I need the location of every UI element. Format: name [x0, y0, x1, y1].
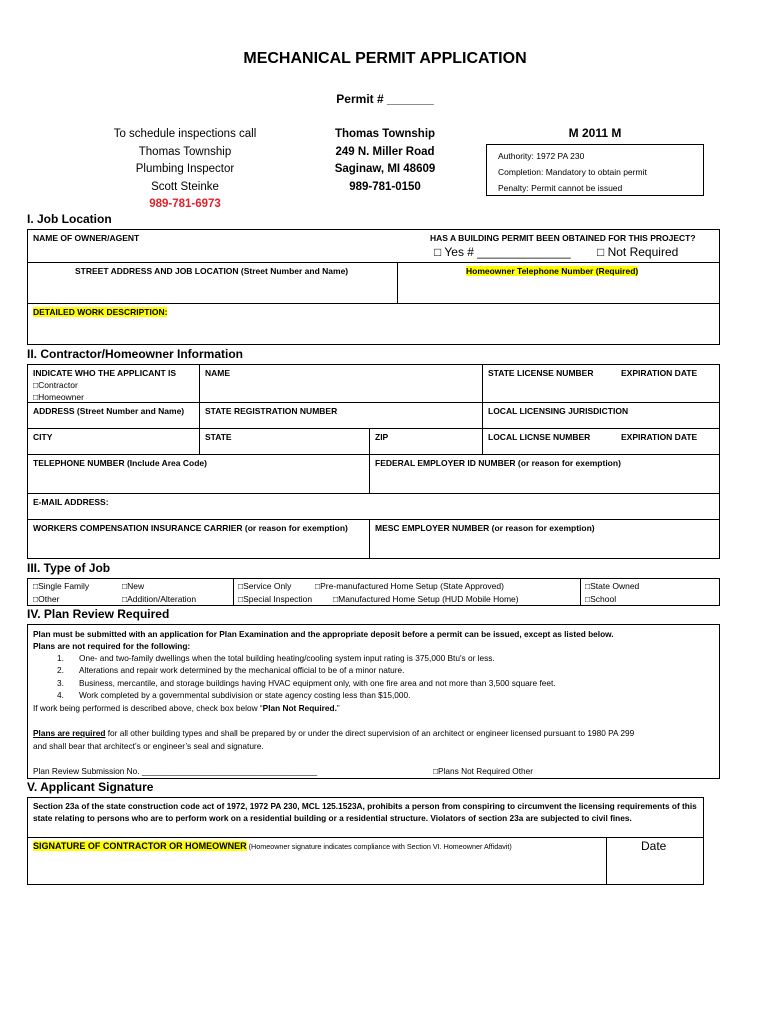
expiration-date-label: EXPIRATION DATE: [621, 368, 698, 378]
checkbox-icon[interactable]: □: [315, 581, 321, 591]
exemption-text: Alterations and repair work determined by the mechanical official to be of a minor nature.: [79, 665, 405, 675]
schedule-line: Thomas Township: [138, 145, 232, 158]
signature-note: (Homeowner signature indicates compliance with Section VI. Homeowner Affidavit): [246, 842, 512, 851]
other-label: Other: [38, 594, 60, 604]
section-heading-contractor: II. Contractor/Homeowner Information: [27, 347, 244, 361]
plans-required-line-1: for all other building types and shall be prepared by or under the direct supervision of an architect or engineer licensed pursuant to 1980 PA 299: [105, 728, 635, 738]
permit-number-line: Permit # _______: [336, 92, 434, 106]
divider: [199, 364, 200, 454]
single-family-option[interactable]: [33, 580, 89, 592]
homeowner-option-label: Homeowner: [38, 392, 84, 402]
school-label: School: [590, 594, 617, 604]
checkbox-icon[interactable]: □: [122, 594, 128, 604]
manufactured-option[interactable]: [333, 593, 519, 605]
owner-agent-label: NAME OF OWNER/AGENT: [33, 233, 140, 243]
schedule-line: Scott Steinke: [151, 180, 219, 193]
checkbox-icon[interactable]: □: [122, 581, 128, 591]
plans-required-text: [33, 727, 717, 739]
schedule-line: Plumbing Inspector: [135, 163, 235, 175]
service-only-option[interactable]: [238, 580, 291, 592]
inspector-phone: 989-781-6973: [149, 198, 221, 210]
fein-label: FEDERAL EMPLOYER ID NUMBER (or reason for exemption): [375, 458, 621, 468]
applicant-type-label: INDICATE WHO THE APPLICANT IS: [33, 368, 177, 378]
mesc-label: MESC EMPLOYER NUMBER (or reason for exemption): [375, 523, 595, 533]
permit-not-required-option[interactable]: [597, 245, 678, 259]
telephone-label: TELEPHONE NUMBER (Include Area Code): [33, 458, 207, 468]
plans-not-required-label: Plans Not Required Other: [438, 766, 534, 776]
school-option[interactable]: [585, 593, 616, 605]
divider: [27, 454, 720, 455]
permit-yes-label: Yes # ______________: [441, 245, 571, 259]
telephone-field[interactable]: [27, 469, 369, 493]
exemption-number: 2.: [57, 665, 64, 675]
plans-not-required-heading: Plans are not required for the following:: [33, 641, 191, 651]
divider: [27, 428, 720, 429]
workers-comp-field[interactable]: [27, 534, 369, 559]
divider: [27, 493, 720, 494]
special-inspection-label: Special Inspection: [243, 594, 313, 604]
street-address-label: STREET ADDRESS AND JOB LOCATION (Street Number and Name): [75, 266, 349, 276]
address-line: Thomas Township: [334, 128, 436, 140]
checkbox-icon[interactable]: □: [433, 766, 439, 776]
manufactured-label: Manufactured Home Setup (HUD Mobile Home): [338, 594, 519, 604]
building-permit-question: HAS A BUILDING PERMIT BEEN OBTAINED FOR THIS PROJECT?: [430, 233, 696, 243]
exemption-number: 4.: [57, 690, 64, 700]
exemption-text: Work completed by a governmental subdivision or state agency costing less than $15,000.: [79, 690, 411, 700]
divider: [482, 364, 483, 454]
authority-text: Authority: 1972 PA 230: [498, 151, 585, 161]
permit-yes-option[interactable]: [434, 245, 571, 259]
local-license-field[interactable]: [483, 442, 720, 454]
completion-text: Completion: Mandatory to obtain permit: [498, 167, 647, 177]
workers-comp-label: WORKERS COMPENSATION INSURANCE CARRIER (or reason for exemption): [33, 523, 348, 533]
plans-not-required-option[interactable]: [433, 765, 533, 777]
form-code: M 2011 M: [568, 126, 622, 140]
plan-submission-number[interactable]: Plan Review Submission No. ______________________________________: [33, 766, 318, 776]
contractor-option[interactable]: [33, 379, 78, 391]
name-field[interactable]: [200, 379, 482, 402]
section-heading-signature: V. Applicant Signature: [27, 780, 154, 794]
schedule-inspections-block: [60, 126, 310, 214]
new-label: New: [127, 581, 145, 591]
permit-not-required-label: Not Required: [604, 245, 679, 259]
addition-option[interactable]: [122, 593, 196, 605]
divider: [27, 519, 720, 520]
check-note-prefix: If work being performed is described above, check box below “: [33, 703, 263, 713]
checkbox-icon[interactable]: □: [585, 594, 591, 604]
addition-label: Addition/Alteration: [127, 594, 197, 604]
state-registration-field[interactable]: [200, 416, 482, 428]
other-option[interactable]: [33, 593, 59, 605]
divider: [233, 578, 234, 606]
section-23a-warning: Section 23a of the state construction code act of 1972, 1972 PA 230, MCL 125.1523A, prohibits a person from conspiring to circumvent the licensing requirements of this state relating to persons who are to perform work on a residential building or a residential structure. Violators of section 23a are subjected to civil fines.: [33, 801, 697, 824]
exemption-text: Business, mercantile, and storage buildings having HVAC equipment only, with one fire area and not more than 3,500 square feet.: [79, 678, 556, 688]
address-field[interactable]: [27, 416, 199, 428]
state-license-field[interactable]: [483, 379, 720, 402]
work-description-label: DETAILED WORK DESCRIPTION:: [33, 307, 168, 317]
checkbox-icon[interactable]: □: [238, 581, 244, 591]
contractor-option-label: Contractor: [38, 380, 78, 390]
owner-agent-field[interactable]: [27, 242, 417, 262]
new-option[interactable]: [122, 580, 144, 592]
state-license-label: STATE LICENSE NUMBER: [488, 368, 594, 378]
exemption-number: 3.: [57, 678, 64, 688]
homeowner-phone-label: Homeowner Telephone Number (Required): [466, 266, 639, 276]
check-note: [33, 702, 340, 714]
divider: [27, 837, 704, 838]
state-field[interactable]: [200, 442, 369, 454]
section-heading-job-type: III. Type of Job: [27, 561, 111, 575]
zip-label: ZIP: [375, 432, 389, 442]
address-line: 249 N. Miller Road: [335, 145, 435, 158]
plan-review-intro: Plan must be submitted with an application for Plan Examination and the appropriate deposit before a permit can be issued, except as listed below.: [33, 629, 614, 639]
check-note-emphasis: Plan Not Required.: [262, 703, 337, 713]
checkbox-icon[interactable]: □: [33, 581, 39, 591]
authority-box: [486, 144, 704, 196]
signature-field[interactable]: [27, 853, 606, 885]
divider: [27, 402, 720, 403]
name-label: NAME: [205, 368, 231, 378]
township-address-block: [300, 126, 470, 196]
address-line: Saginaw, MI 48609: [334, 163, 436, 175]
state-owned-option[interactable]: [585, 580, 639, 592]
homeowner-option[interactable]: [33, 391, 84, 403]
premanufactured-option[interactable]: [315, 580, 504, 592]
penalty-text: Penalty: Permit cannot be issued: [498, 183, 623, 193]
state-owned-label: State Owned: [590, 581, 640, 591]
divider: [580, 578, 581, 606]
state-registration-label: STATE REGISTRATION NUMBER: [205, 406, 338, 416]
checkbox-icon[interactable]: □: [33, 594, 39, 604]
special-inspection-option[interactable]: [238, 593, 312, 605]
form-title: MECHANICAL PERMIT APPLICATION: [243, 50, 527, 67]
section-heading-job-location: I. Job Location: [27, 212, 112, 226]
expiration-date-label-2: EXPIRATION DATE: [621, 432, 698, 442]
address-label: ADDRESS (Street Number and Name): [33, 406, 185, 416]
homeowner-phone-field[interactable]: [397, 277, 720, 303]
single-family-label: Single Family: [38, 581, 90, 591]
check-note-suffix: ”: [336, 703, 340, 713]
section-heading-plan-review: IV. Plan Review Required: [27, 607, 170, 621]
city-label: CITY: [33, 432, 53, 442]
checkbox-icon[interactable]: □: [434, 245, 442, 259]
email-field[interactable]: [27, 507, 720, 519]
mesc-field[interactable]: [370, 534, 720, 559]
signature-label-row: [33, 840, 512, 853]
signature-label: SIGNATURE OF CONTRACTOR OR HOMEOWNER: [33, 841, 247, 851]
exemption-text: One- and two-family dwellings when the total building heating/cooling system input rating is 375,000 Btu's or less.: [79, 653, 495, 663]
divider: [27, 262, 720, 263]
divider: [27, 303, 720, 304]
city-field[interactable]: [27, 442, 199, 454]
local-jurisdiction-field[interactable]: [483, 416, 720, 428]
checkbox-icon[interactable]: □: [33, 380, 39, 390]
checkbox-icon[interactable]: □: [585, 581, 591, 591]
checkbox-icon[interactable]: □: [597, 245, 605, 259]
service-only-label: Service Only: [243, 581, 292, 591]
date-label: Date: [641, 839, 667, 853]
plans-required-line-2: and shall bear that architect’s or engineer’s seal and signature.: [33, 741, 264, 751]
checkbox-icon[interactable]: □: [333, 594, 339, 604]
local-license-label: LOCAL LICNSE NUMBER: [488, 432, 591, 442]
exemption-number: 1.: [57, 653, 64, 663]
checkbox-icon[interactable]: □: [238, 594, 244, 604]
plans-required-emphasis: Plans are required: [33, 728, 106, 738]
email-label: E-MAIL ADDRESS:: [33, 497, 109, 507]
schedule-line: To schedule inspections call: [113, 128, 257, 140]
state-label: STATE: [205, 432, 232, 442]
local-jurisdiction-label: LOCAL LICENSING JURISDICTION: [488, 406, 629, 416]
work-description-field[interactable]: [27, 318, 720, 344]
fein-field[interactable]: [370, 469, 720, 493]
premanufactured-label: Pre-manufactured Home Setup (State Approved): [320, 581, 504, 591]
zip-field[interactable]: [370, 442, 482, 454]
checkbox-icon[interactable]: □: [33, 392, 39, 402]
date-field[interactable]: [607, 853, 704, 885]
street-address-field[interactable]: [27, 277, 397, 303]
address-line: 989-781-0150: [349, 180, 421, 193]
